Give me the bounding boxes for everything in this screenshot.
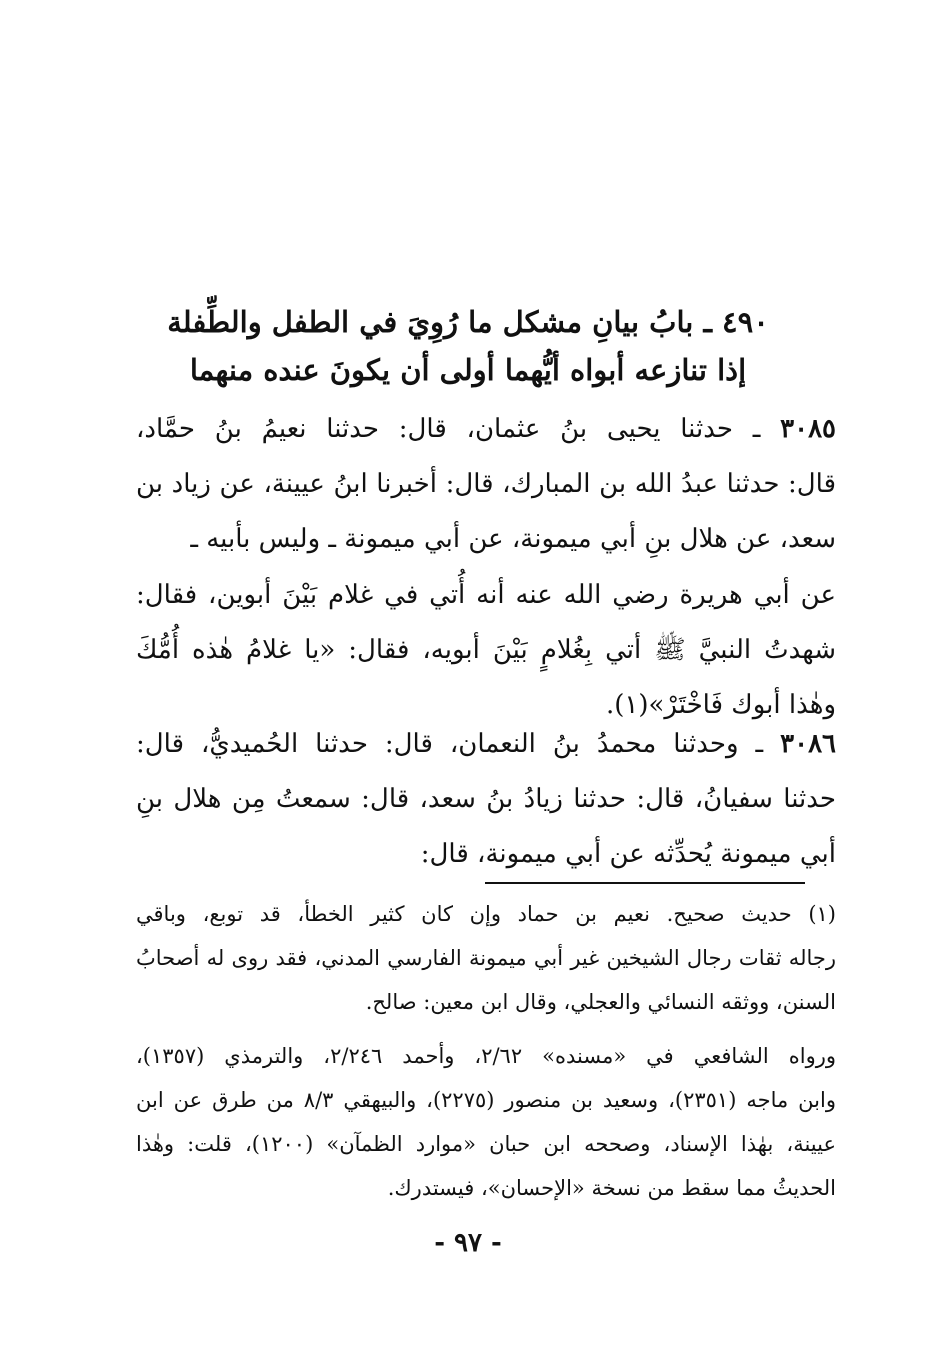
footnote-divider <box>485 882 805 884</box>
chapter-heading-line-2: إذا تنازعه أبواه أيُّهما أولى أن يكونَ عنده منهما <box>189 353 747 387</box>
hadith-number: ٣٠٨٥ <box>780 414 837 444</box>
footnote-line: رجاله ثقات رجال الشيخين غير أبي ميمونة الفارسي المدني، فقد روى له أصحابُ <box>136 946 836 970</box>
footnote-1 <box>136 892 836 1024</box>
footnote-line: وابن ماجه (٢٣٥١)، وسعيد بن منصور (٢٢٧٥)، والبيهقي ٨/٣ من طرق عن ابن <box>136 1088 836 1112</box>
hadith-3086 <box>136 717 836 882</box>
footnote-line: (١) حديث صحيح. نعيم بن حماد وإن كان كثير الخطأ، قد توبع، وباقي <box>136 902 836 926</box>
chapter-heading-line-1: ٤٩٠ ـ بابُ بيانِ مشكل ما رُوِيَ في الطفل والطِّفلة <box>167 305 769 339</box>
text-line: قال: حدثنا عبدُ الله بن المبارك، قال: أخبرنا ابنُ عيينة، عن زياد بن <box>136 469 836 499</box>
text-line: عن أبي هريرة رضي الله عنه أنه أُتي في غلام بَيْنَ أبوين، فقال: <box>136 580 836 610</box>
text-line: أبي ميمونة يُحدِّثه عن أبي ميمونة، قال: <box>420 839 836 869</box>
footnote-line: الحديثُ مما سقط من نسخة «الإحسان»، فيستدرك. <box>387 1176 836 1200</box>
text-line: حدثنا سفيانُ، قال: حدثنا زيادُ بنُ سعد، قال: سمعتُ مِن هلال بنِ <box>136 784 836 814</box>
chapter-heading <box>120 298 816 394</box>
footnote-line: السنن، ووثقه النسائي والعجلي، وقال ابن معين: صالح. <box>365 990 836 1014</box>
footnote-1-sources <box>136 1034 836 1210</box>
text-line: شهدتُ النبيَّ ﷺ أتي بِغُلامٍ بَيْنَ أبويه، فقال: «يا غلامُ هٰذه أُمُّكَ <box>136 635 836 665</box>
text-line: ـ وحدثنا محمدُ بنُ النعمان، قال: حدثنا الحُميديُّ، قال: <box>136 729 764 759</box>
page-number: - ٩٧ - <box>434 1228 502 1258</box>
footnote-line: عيينة، بهٰذا الإسناد، وصححه ابن حبان «موارد الظمآن» (١٢٠٠)، قلت: وهٰذا <box>136 1132 836 1156</box>
hadith-3085-isnad <box>136 402 836 567</box>
text-line: وهٰذا أبوك فَاخْتَرْ»(١). <box>605 690 836 720</box>
footnote-line: ورواه الشافعي في «مسنده» ٢/٦٢، وأحمد ٢/٢٤٦، والترمذي (١٣٥٧)، <box>136 1044 837 1068</box>
hadith-3085-matn <box>136 568 836 733</box>
text-line: ـ حدثنا يحيى بنُ عثمان، قال: حدثنا نعيمُ بنُ حمَّاد، <box>136 414 761 444</box>
hadith-number: ٣٠٨٦ <box>780 729 837 759</box>
text-line: سعد، عن هلال بنِ أبي ميمونة، عن أبي ميمونة ـ وليس بأبيه ـ <box>190 524 836 554</box>
